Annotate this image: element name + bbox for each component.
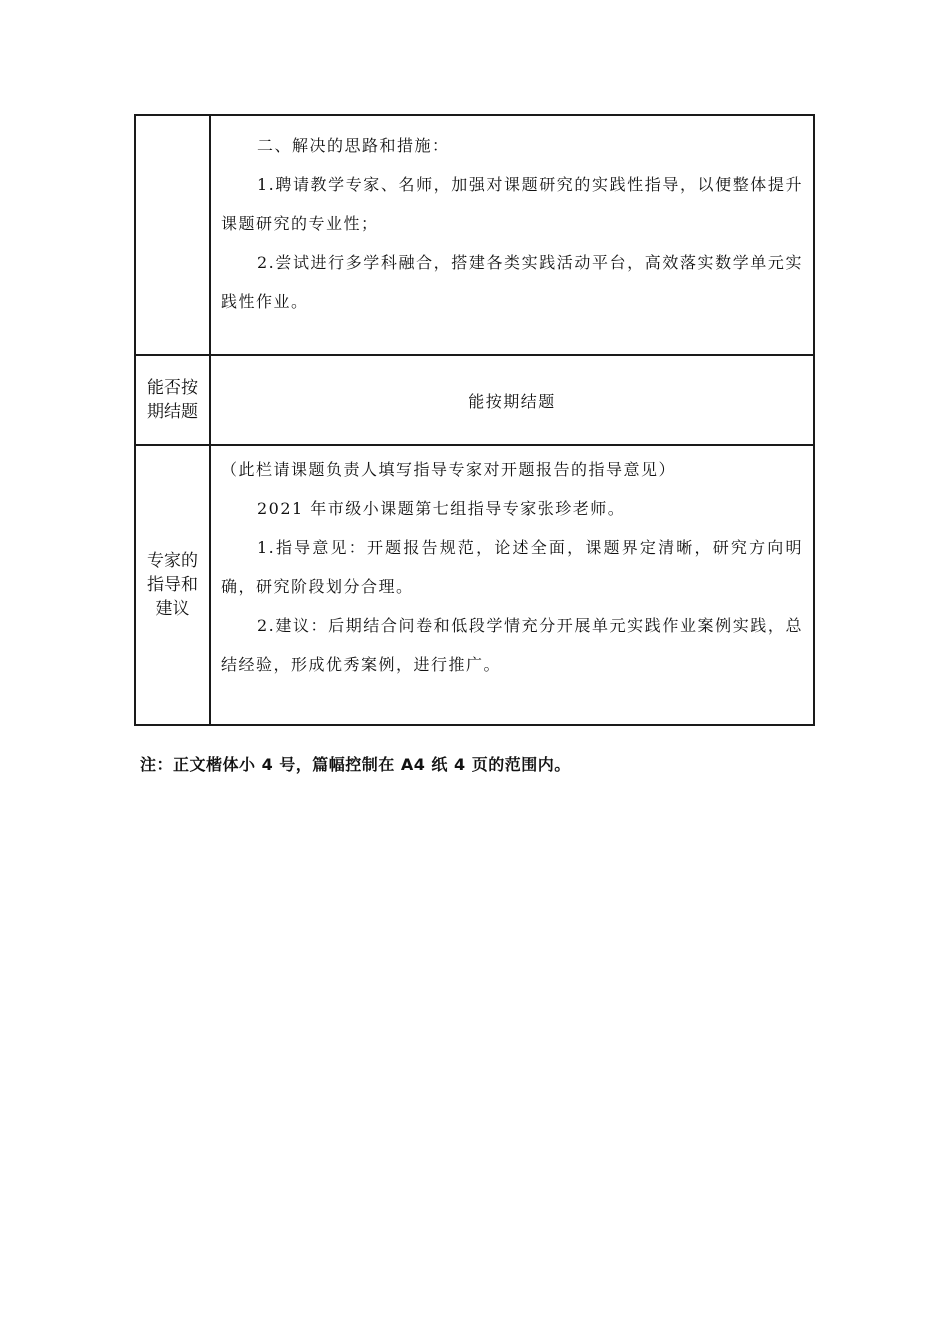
expert-opinion: 1.指导意见：开题报告规范，论述全面，课题界定清晰，研究方向明确，研究阶段划分合理。 xyxy=(221,538,803,596)
ontime-label xyxy=(135,355,210,445)
expert-cell xyxy=(210,445,814,725)
expert-intro: 2021 年市级小课题第七组指导专家张珍老师。 xyxy=(257,499,626,518)
measures-item-1: 1.聘请教学专家、名师，加强对课题研究的实践性指导，以便整体提升课题研究的专业性； xyxy=(221,175,803,233)
ontime-value: 能按期结题 xyxy=(210,355,814,445)
ontime-label-line-2: 期结题 xyxy=(147,402,198,422)
measures-heading: 二、解决的思路和措施： xyxy=(257,136,450,155)
table-row-measures xyxy=(135,115,814,355)
expert-label-line-1: 专家的 xyxy=(147,551,198,571)
expert-suggestion: 2.建议：后期结合问卷和低段学情充分开展单元实践作业案例实践，总结经验，形成优秀案例，进行推广。 xyxy=(221,616,803,674)
expert-label-line-3: 建议 xyxy=(155,599,190,619)
table-row-expert xyxy=(135,445,814,725)
footnote: 注：正文楷体小 4 号，篇幅控制在 A4 纸 4 页的范围内。 xyxy=(140,755,571,774)
expert-instruction: （此栏请课题负责人填写指导专家对开题报告的指导意见） xyxy=(221,460,677,479)
measures-item-2: 2.尝试进行多学科融合，搭建各类实践活动平台，高效落实数学单元实践性作业。 xyxy=(221,253,803,311)
expert-label xyxy=(135,445,210,725)
ontime-label-line-1: 能否按 xyxy=(147,378,198,398)
table-row-ontime xyxy=(135,355,814,445)
expert-label-line-2: 指导和 xyxy=(147,575,198,595)
report-form-table xyxy=(134,114,815,726)
measures-cell xyxy=(210,115,814,355)
empty-label-cell xyxy=(135,115,210,355)
